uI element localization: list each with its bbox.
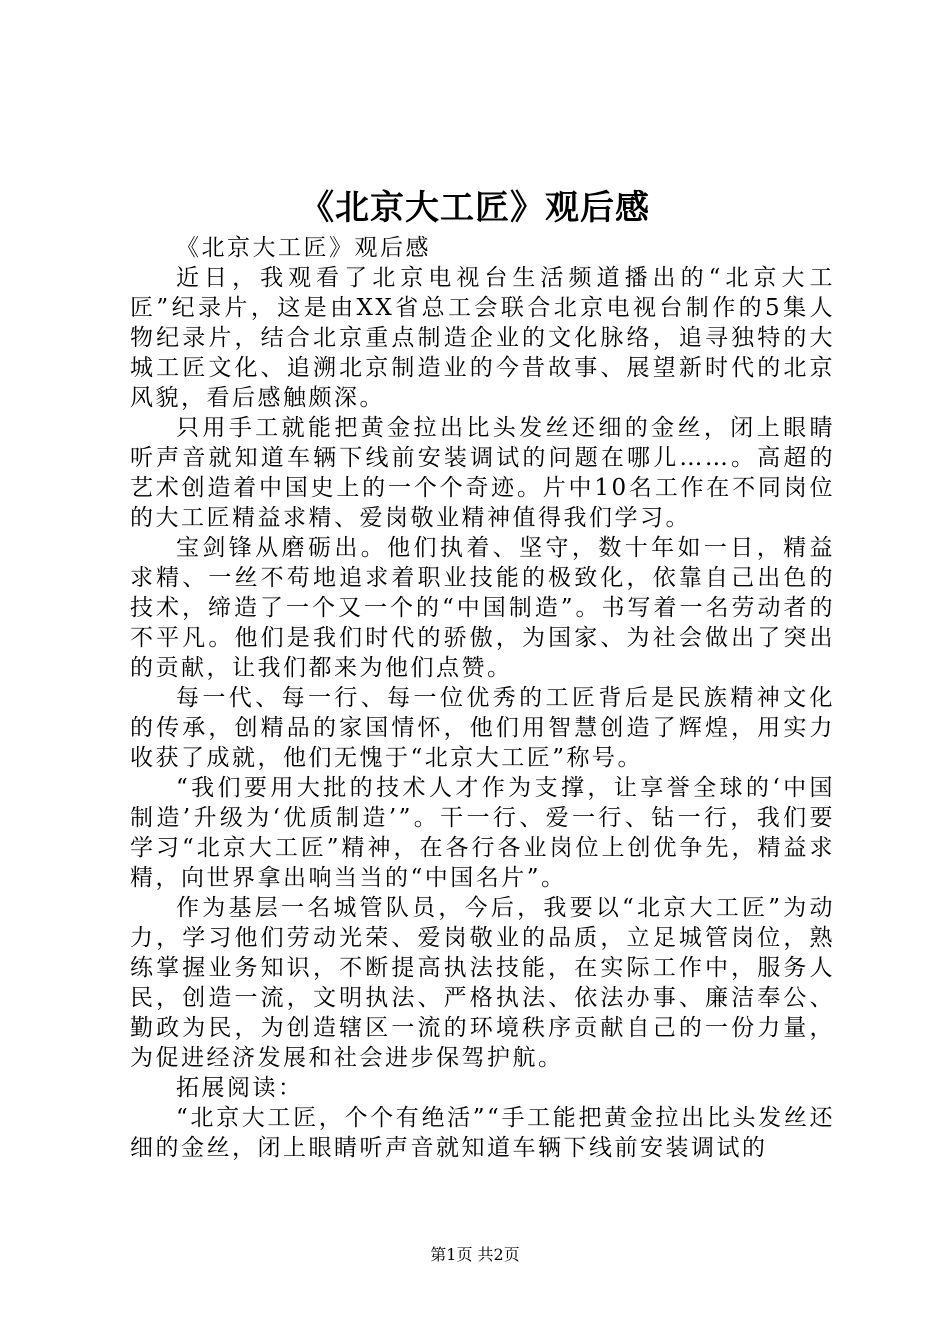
body-paragraph: 每一代、每一行、每一位优秀的工匠背后是民族精神文化的传承，创精品的家国情怀，他们用智慧创造了辉煌，用实力收获了成就，他们无愧于“北京大工匠”称号。 (130, 685, 835, 771)
body-paragraph: 只用手工就能把黄金拉出比头发丝还细的金丝，闭上眼睛听声音就知道车辆下线前安装调试的问题在哪儿……。高超的艺术创造着中国史上的一个个奇迹。片中10名工作在不同岗位的大工匠精益求精、爱岗敬业精神值得我们学习。 (130, 415, 835, 531)
body-paragraph: 拓展阅读： (176, 1075, 304, 1101)
body-paragraph: 近日，我观看了北京电视台生活频道播出的“北京大工匠”纪录片，这是由XX省总工会联合北京电视台制作的5集人物纪录片，结合北京重点制造企业的文化脉络，追寻独特的大城工匠文化、追溯北京制造业的今昔故事、展望新时代的北京风貌，看后感触颇深。 (130, 265, 835, 411)
body-paragraph: 作为基层一名城管队员，今后，我要以“北京大工匠”为动力，学习他们劳动光荣、爱岗敬业的品质，立足城管岗位，熟练掌握业务知识，不断提高执法技能，在实际工作中，服务人民，创造一流，文明执法、严格执法、依法办事、廉洁奉公、勤政为民，为创造辖区一流的环境秩序贡献自己的一份力量，为促进经济发展和社会进步保驾护航。 (130, 895, 835, 1071)
body-paragraph: 宝剑锋从磨砺出。他们执着、坚守，数十年如一日，精益求精、一丝不苟地追求着职业技能的极致化，依靠自己出色的技术，缔造了一个又一个的“中国制造”。书写着一名劳动者的不平凡。他们是我们时代的骄傲，为国家、为社会做出了突出的贡献，让我们都来为他们点赞。 (130, 535, 835, 681)
document-title: 《北京大工匠》观后感 (300, 188, 650, 228)
page-number-footer: 第1页 共2页 (430, 1245, 520, 1264)
body-paragraph: 《北京大工匠》观后感 (176, 235, 431, 261)
document-body (130, 233, 835, 1163)
body-paragraph: “北京大工匠，个个有绝活”“手工能把黄金拉出比头发丝还细的金丝，闭上眼睛听声音就知道车辆下线前安装调试的 (130, 1105, 835, 1161)
body-paragraph: “我们要用大批的技术人才作为支撑，让享誉全球的‘中国制造’升级为‘优质制造’”。干一行、爱一行、钻一行，我们要学习“北京大工匠”精神，在各行各业岗位上创优争先，精益求精，向世界拿出响当当的“中国名片”。 (130, 775, 835, 891)
